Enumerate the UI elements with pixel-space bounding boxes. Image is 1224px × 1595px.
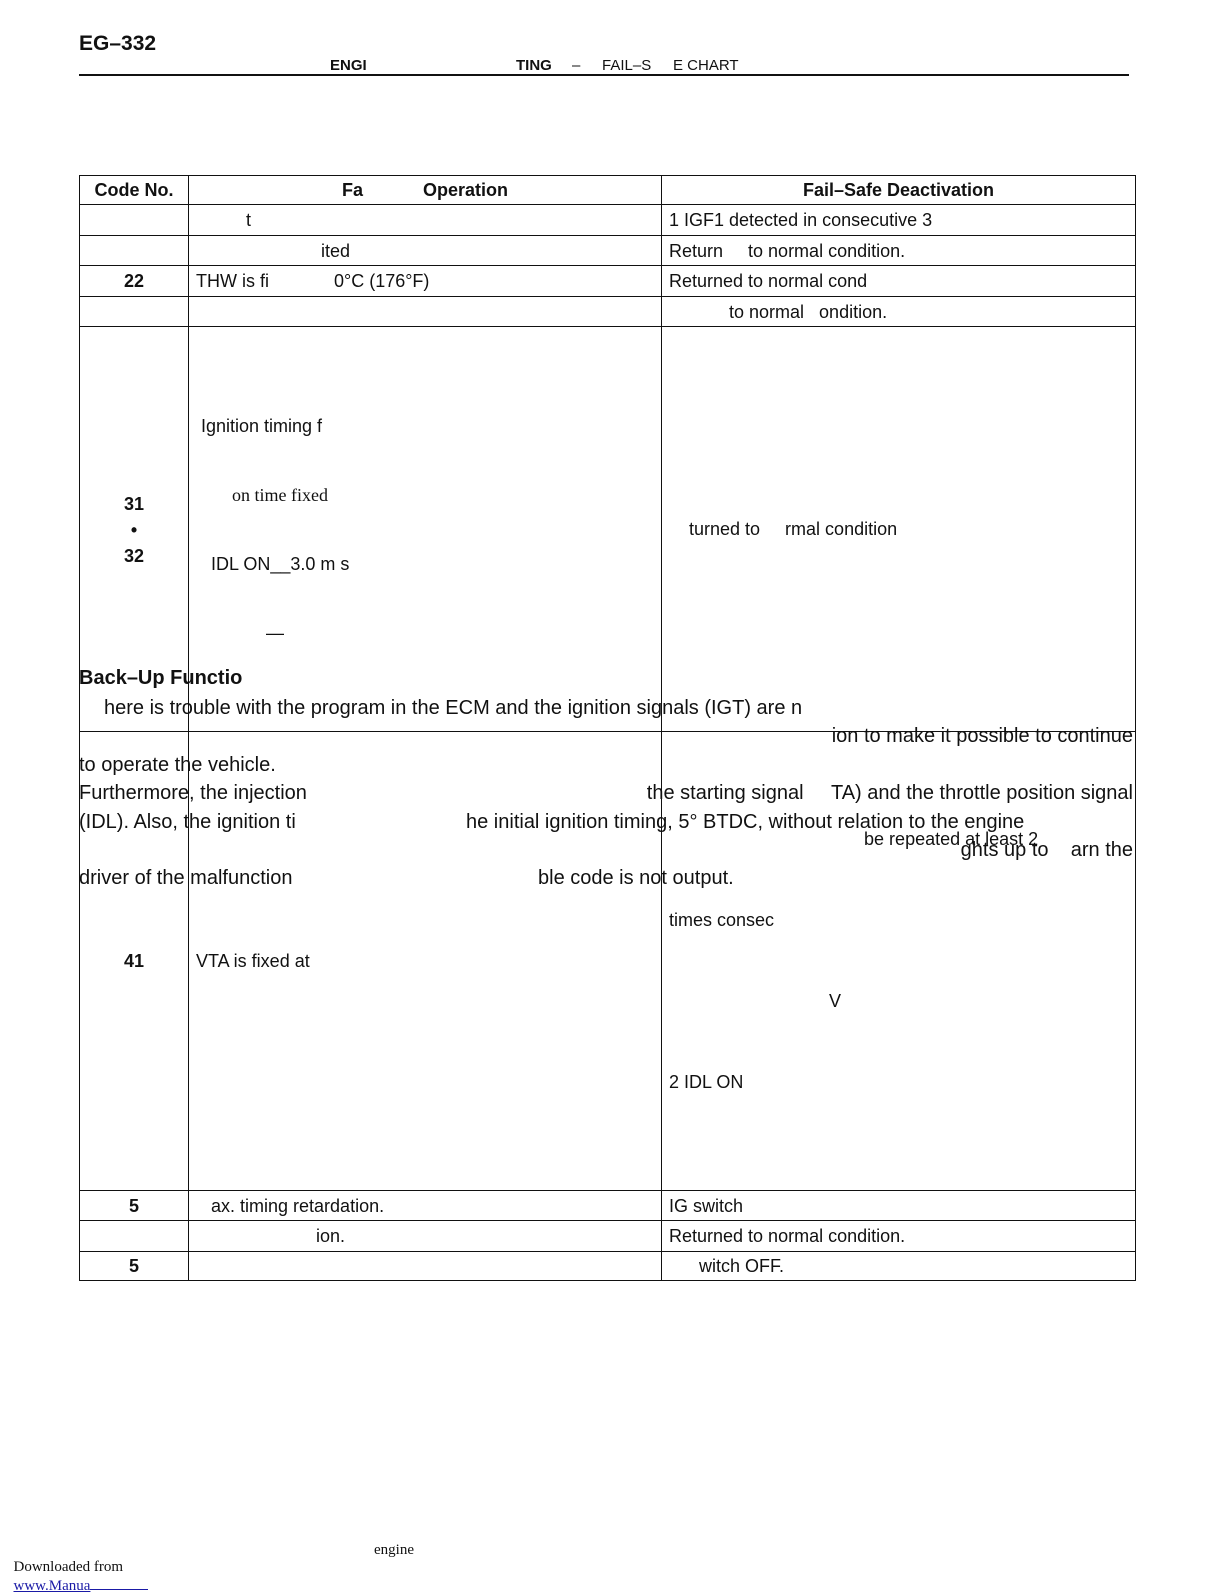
deactivation-cell: 1 IGF1 detected in consecutive 3: [662, 205, 1136, 236]
deactivation-cell: witch OFF.: [662, 1252, 1136, 1281]
deactivation-line: be repeated at least 2: [669, 829, 1039, 849]
header-title-part: –: [572, 57, 581, 74]
paragraph-line: here is trouble with the program in the ECM and the ignition signals (IGT) are n: [104, 697, 803, 719]
operation-cell: [189, 297, 662, 327]
table-header-row: [80, 176, 1136, 205]
deactivation-line: 2 IDL ON: [669, 1072, 744, 1092]
deactivation-cell: to normal ondition.: [662, 297, 1136, 327]
paragraph-line: Furthermore, the injection: [79, 782, 307, 804]
code-cell: [80, 1221, 189, 1252]
deactivation-line: V: [669, 991, 842, 1011]
footer-link-underline: [90, 1576, 148, 1590]
header-rule: [79, 74, 1129, 76]
operation-cell: THW is fi 0°C (176°F): [189, 266, 662, 297]
operation-line: IDL ON__3.0 m s: [196, 554, 350, 574]
table-row: [80, 297, 1136, 327]
code-cell: 5: [80, 1191, 189, 1221]
operation-line: Ignition timing f: [196, 416, 323, 436]
paragraph-line: (IDL). Also, the ignition ti: [79, 811, 296, 833]
header-title-part: ENGI: [330, 57, 367, 74]
col-header-deactivation: Fail–Safe Deactivation: [662, 176, 1136, 205]
paragraph-line: the starting signal TA) and the throttle position signal: [646, 782, 1133, 804]
deactivation-cell: turned to rmal condition: [662, 327, 1136, 732]
code-cell: [80, 236, 189, 266]
table-row: [80, 266, 1136, 297]
operation-cell: VTA is fixed at: [189, 732, 662, 1191]
footer-link[interactable]: www.Manua: [13, 1578, 91, 1594]
paragraph-line: driver of the malfunction: [79, 867, 293, 889]
operation-line: on time fixed: [196, 485, 328, 505]
table-row: [80, 205, 1136, 236]
operation-cell: ion.: [189, 1221, 662, 1252]
deactivation-cell: Return to normal condition.: [662, 236, 1136, 266]
paragraph-line: ion to make it possible to continue: [831, 725, 1133, 747]
deactivation-cell: IG switch: [662, 1191, 1136, 1221]
operation-cell: t: [189, 205, 662, 236]
page-number: EG–332: [79, 32, 157, 55]
paragraph-line: ghts up to arn the: [960, 839, 1133, 861]
code-line: •: [130, 520, 138, 540]
table-row: [80, 1191, 1136, 1221]
paragraph-line: to operate the vehicle.: [79, 754, 276, 776]
operation-cell: [189, 327, 662, 732]
table-row: [80, 236, 1136, 266]
header-title-part: TING: [516, 57, 552, 74]
col-header-operation: Fa Operation: [189, 176, 662, 205]
deactivation-cell: Returned to normal condition.: [662, 1221, 1136, 1252]
deactivation-line: times consec: [669, 910, 775, 930]
operation-line: —: [196, 623, 285, 643]
code-line: 31: [123, 494, 145, 514]
col-header-code: Code No.: [80, 176, 189, 205]
header-title-part: FAIL–S: [602, 57, 652, 74]
paragraph-line: ble code is not output.: [538, 867, 734, 889]
code-line: 32: [123, 546, 145, 566]
deactivation-cell: Returned to normal cond: [662, 266, 1136, 297]
footer-text: [6, 1542, 148, 1595]
paragraph-line: he initial ignition timing, 5° BTDC, without relation to the engine: [466, 811, 1025, 833]
code-cell: 41: [80, 732, 189, 1191]
operation-cell: [189, 1252, 662, 1281]
section-title: Back–Up Functio: [79, 667, 243, 689]
footer-downloaded: Downloaded from: [13, 1559, 124, 1575]
code-cell: 22: [80, 266, 189, 297]
code-cell: 5: [80, 1252, 189, 1281]
operation-cell: ited: [189, 236, 662, 266]
table-row: [80, 1252, 1136, 1281]
code-cell: [80, 205, 189, 236]
table-row: [80, 1221, 1136, 1252]
operation-cell: ax. timing retardation.: [189, 1191, 662, 1221]
code-cell: [80, 297, 189, 327]
footer-engine: engine: [374, 1542, 414, 1558]
header-title-part: E CHART: [673, 57, 739, 74]
